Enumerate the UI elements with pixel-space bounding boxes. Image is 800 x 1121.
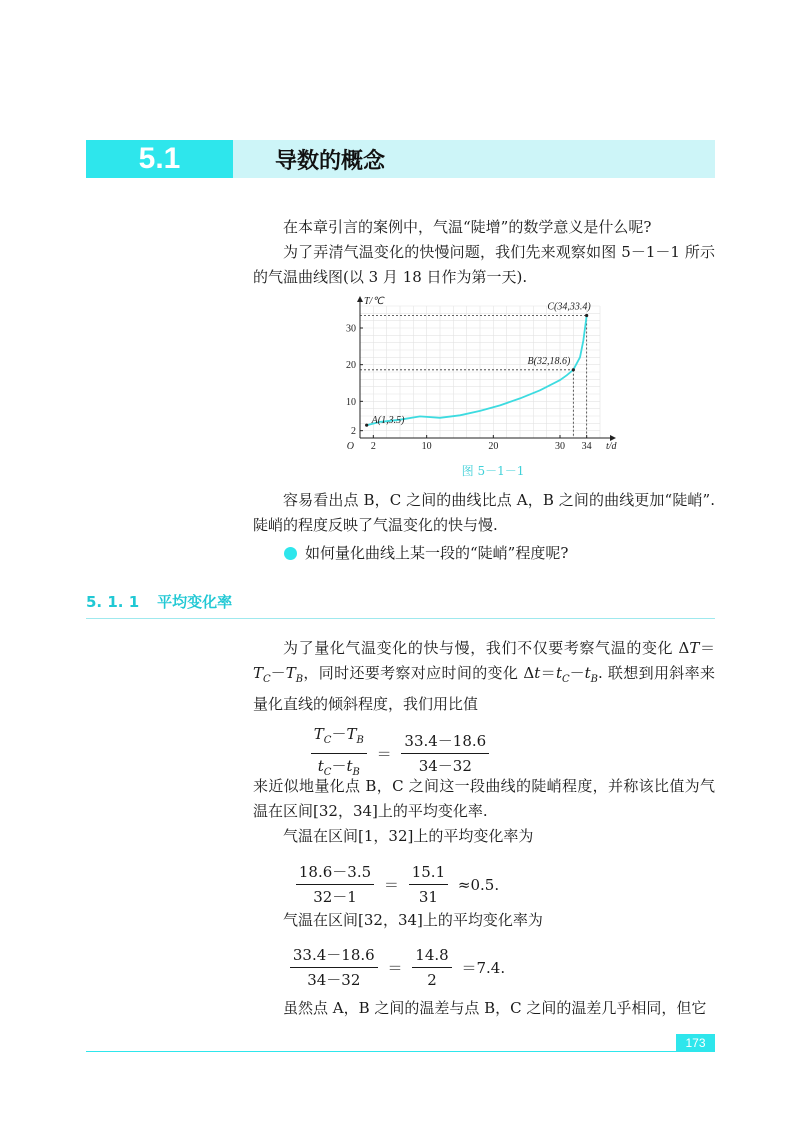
paragraph-steepness: 容易看出点 B，C 之间的曲线比点 A，B 之间的曲线更加“陡峭”. 陡峭的程度反映了气温变化的快与慢. [253, 491, 715, 534]
x-tick-label: 20 [488, 441, 499, 452]
x-axis-label: t/d [606, 441, 617, 452]
rate2-formula: $\frac{33.4-18.6}{34-32}$ ＝ $\frac{14.8}{2}$ ＝7.4. [0, 945, 800, 990]
point-label: B(32,18.6) [527, 355, 571, 367]
ratio-formula: $\frac{T_C-T_B}{t_C-t_B}$ ＝ $\frac{33.4-18.6}{34-32}$ [0, 724, 800, 783]
section-title: 导数的概念 [275, 148, 386, 174]
data-point [365, 424, 368, 427]
intro-paragraph-2: 为了弄清气温变化的快慢问题，我们先来观察如图 5－1－1 所示的气温曲线图(以 3 月 18 日作为第一天). [253, 243, 715, 286]
paragraph-rate-interval-2: 气温在区间[32，34]上的平均变化率为 [283, 911, 543, 929]
question-bullet-icon [284, 547, 297, 560]
y-axis-label: T/℃ [364, 296, 384, 307]
data-point [585, 314, 588, 317]
data-point [572, 368, 575, 371]
intro-paragraph-1: 在本章引言的案例中，气温“陡增”的数学意义是什么呢? [283, 218, 652, 236]
y-tick-label: 10 [346, 396, 356, 408]
temperature-chart [338, 296, 638, 456]
point-label: C(34,33.4) [547, 301, 591, 313]
rate1-formula: $\frac{18.6-3.5}{32-1}$ ＝ $\frac{15.1}{31}$ ≈0.5. [0, 862, 800, 907]
origin-label: O [346, 441, 354, 452]
y-tick-label: 2 [351, 426, 356, 438]
y-tick-label: 20 [346, 360, 356, 372]
subsection-number: 5. 1. 1 [86, 593, 140, 611]
paragraph-average-rate-definition: 来近似地量化点 B，C 之间这一段曲线的陡峭程度，并称该比值为气温在区间[32，34]上的平均变化率. [253, 777, 715, 820]
footer-rule [86, 1051, 715, 1052]
x-tick-label: 2 [370, 441, 376, 452]
subsection-heading [86, 591, 232, 612]
numeric-fraction: $\frac{33.4-18.6}{34-32}$ [401, 731, 489, 776]
paragraph-rate-interval-1: 气温在区间[1，32]上的平均变化率为 [283, 827, 534, 845]
section-number: 5.1 [86, 140, 233, 178]
x-tick-label: 34 [581, 441, 592, 452]
point-label: A(1,3.5) [371, 415, 405, 427]
symbolic-fraction: $\frac{T_C-T_B}{t_C-t_B}$ [311, 724, 367, 783]
x-tick-label: 30 [555, 441, 565, 452]
figure-caption: 图 5－1－1 [461, 464, 525, 478]
question-text: 如何量化曲线上某一段的“陡峭”程度呢? [305, 544, 569, 562]
y-tick-label: 30 [346, 323, 356, 335]
paragraph-continued: 虽然点 A，B 之间的温差与点 B，C 之间的温差几乎相同，但它 [283, 999, 707, 1017]
subsection-divider [86, 618, 715, 619]
subsection-title: 平均变化率 [157, 593, 233, 611]
page-number: 173 [676, 1034, 715, 1051]
paragraph-average-rate-intro: 为了量化气温变化的快与慢，我们不仅要考察气温的变化 $\Delta T=T_C-T_B$，同时还要考察对应时间的变化 $\Delta t=t_C-t_B$. 联想到用斜率来量化直线的倾斜程度，我们用比值 [253, 639, 715, 713]
y-axis-arrow-icon [357, 296, 363, 302]
x-tick-label: 10 [421, 441, 432, 452]
